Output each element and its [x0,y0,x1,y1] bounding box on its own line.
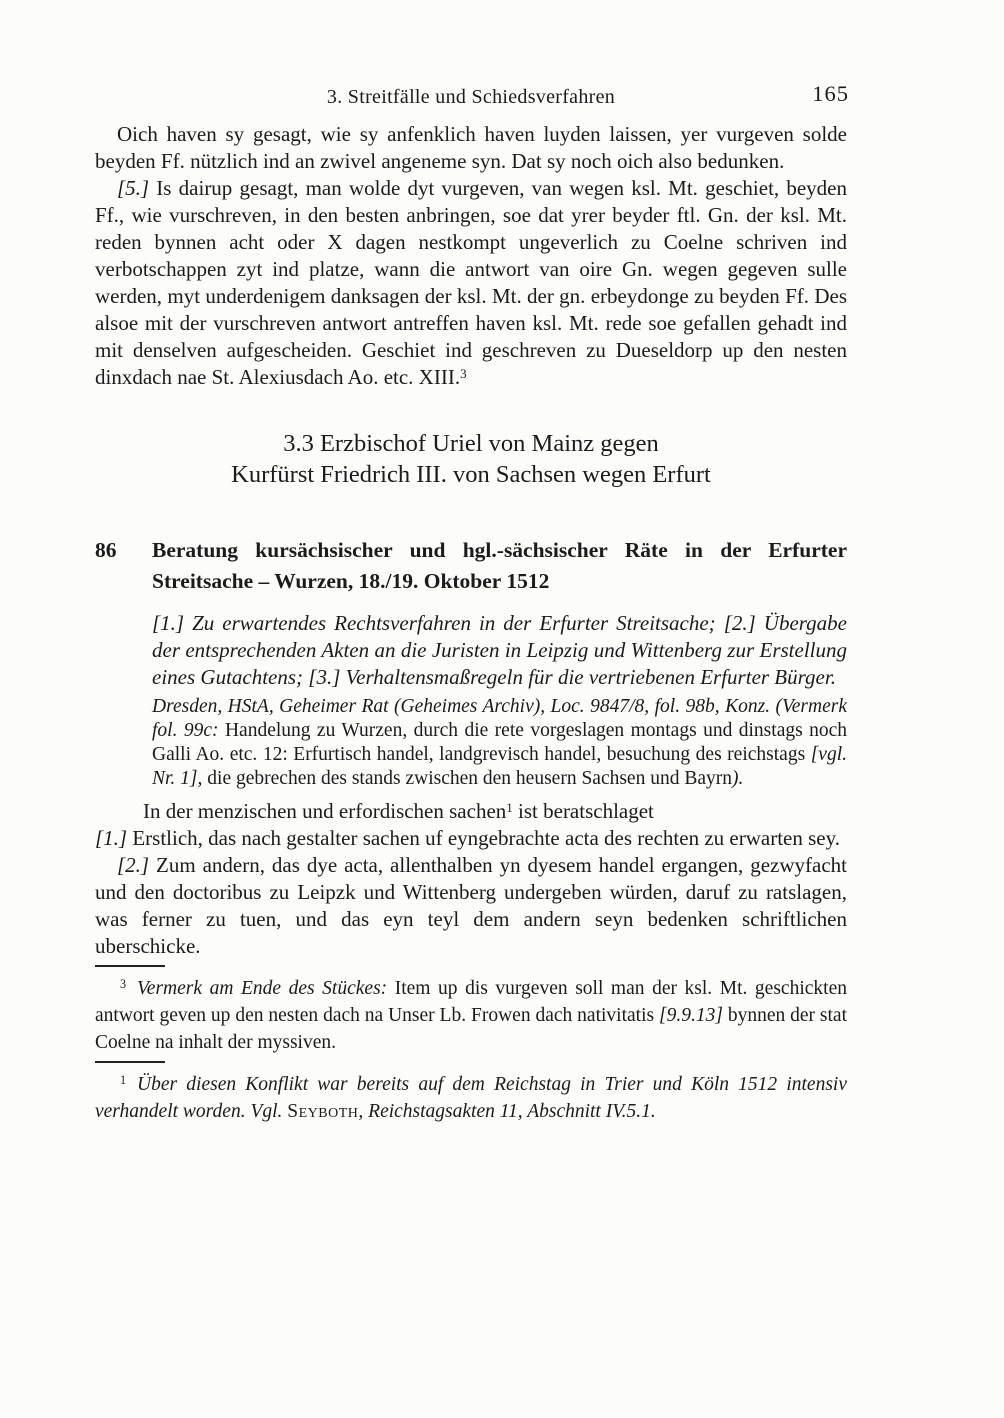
footnote-1 [95,1071,847,1125]
footnote-3-text-2: bynnen der stat Coelne na inhalt der myssiven. [95,1005,847,1053]
main-text-item-2 [95,852,847,960]
section-heading-line1: 3.3 Erzbischof Uriel von Mainz gegen [283,430,659,457]
footnote-ref-1: 1 [506,799,513,815]
entry-heading [95,535,847,597]
paragraph-5-text: Is dairup gesagt, man wolde dyt vurgeven, van wegen ksl. Mt. geschiet, beyden Ff., wie vurschreven, in den besten anbringen, soe dat yrer beyder ftl. Gn. der ksl. Mt. reden bynnen acht oder X dagen nestkompt ungeverlich zu Coelne schriven ind verbotschappen zyt ind platze, wann die antwort van oire Gn. wegen gegeven sulle werden, myt underdenigem danksagen der ksl. Mt. der gn. erbeydonge zu beyden Ff. Des alsoe mit der vurschreven antwort antreffen haven ksl. Mt. rede soe gefallen gehadt ind mit denselven aufgescheiden. Geschiet ind geschreven zu Dueseldorp up den nesten dinxdach nae St. Alexiusdach Ao. etc. XIII. [95,176,847,389]
running-header-title: 3. Streitfälle und Schiedsverfahren [326,86,616,108]
footnote-3 [95,975,847,1056]
source-vermerk-text-2: , die gebrechen des stands zwischen den heusern Sachsen und Bayrn [197,768,732,789]
footnote-separator-rule-2 [95,1061,165,1063]
footnote-1-marker: 1 [120,1073,127,1088]
paragraph-oich: Oich haven sy gesagt, wie sy anfenklich haven luyden laissen, yer vurgeven solde beyden Ff. nützlich ind an zwivel angeneme syn. Dat sy noch oich also bedunken. [95,122,847,173]
source-closing: ). [732,768,744,789]
paragraph-5-label: [5.] [117,176,150,200]
footnote-1-author-citation: Seyboth [287,1101,359,1122]
entry-source-note [152,695,847,791]
footnote-3-marker: 3 [120,977,127,992]
main-text-intro [95,798,847,825]
footnote-3-date: [9.9.13] [658,1005,723,1026]
entry-number: 86 [95,538,117,562]
running-header [95,81,849,110]
entry-summary: [1.] Zu erwartendes Rechtsverfahren in der Erfurter Streitsache; [2.] Übergabe der entsprechenden Akten an die Juristen in Leipzig und Wittenberg zur Erstellung eines Gutachtens; [3.] Verhaltensmaßregeln für die vertriebenen Erfurter Bürger. [152,611,847,689]
footnote-3-text: Item up dis vurgeven soll man der ksl. Mt. geschickten antwort geven up den nesten dach na Unser Lb. Frowen dach nativitatis [95,978,847,1026]
item-1-text: Erstlich, das nach gestalter sachen uf eyngebrachte acta des rechten zu erwarten sey. [127,826,840,850]
section-heading-line2: Kurfürst Friedrich III. von Sachsen wegen Erfurt [231,461,711,488]
page-number: 165 [812,81,849,106]
footnote-3-editorial-note: Vermerk am Ende des Stückes: [137,978,388,999]
paragraph-5 [95,175,847,391]
item-2-label: [2.] [117,853,150,877]
source-cross-reference: [vgl. Nr. 1] [152,744,847,789]
item-1-label: [1.] [95,826,128,850]
footnote-ref-3: 3 [460,365,467,381]
section-heading [95,428,847,490]
source-archive-reference: Dresden, HStA, Geheimer Rat (Geheimes Archiv), Loc. 9847/8, fol. 98b, Konz. (Vermerk fol. 99c: [152,696,847,741]
main-intro-text: In der menzischen und erfordischen sachen [143,799,507,823]
main-intro-rest: ist beratschlaget [512,799,654,823]
footnote-1-text: Über diesen Konflikt war bereits auf dem Reichstag in Trier und Köln 1512 intensiv verhandelt worden. Vgl. [95,1074,847,1122]
main-text-item-1 [95,825,847,852]
footnote-separator-rule [95,965,165,967]
entry-title: Beratung kursächsischer und hgl.-sächsischer Räte in der Erfurter Streitsache – Wurzen, 18./19. Oktober 1512 [152,538,847,593]
source-vermerk-text: Handelung zu Wurzen, durch die rete vorgeslagen montags und dinstags noch Galli Ao. etc. 12: Erfurtisch handel, landgrevisch handel, besuchung des reichstags [152,720,848,765]
footnote-1-work-citation: , Reichstagsakten 11, Abschnitt IV.5.1. [358,1101,656,1122]
item-2-text: Zum andern, das dye acta, allenthalben yn dyesem handel ergangen, gezwyfacht und den doctoribus zu Leipzk und Wittenberg undergeben würden, daruf zu ratslagen, was ferner zu tuen, und das eyn teyl dem andern seyn bedenken schriftlichen uberschicke. [95,853,847,958]
